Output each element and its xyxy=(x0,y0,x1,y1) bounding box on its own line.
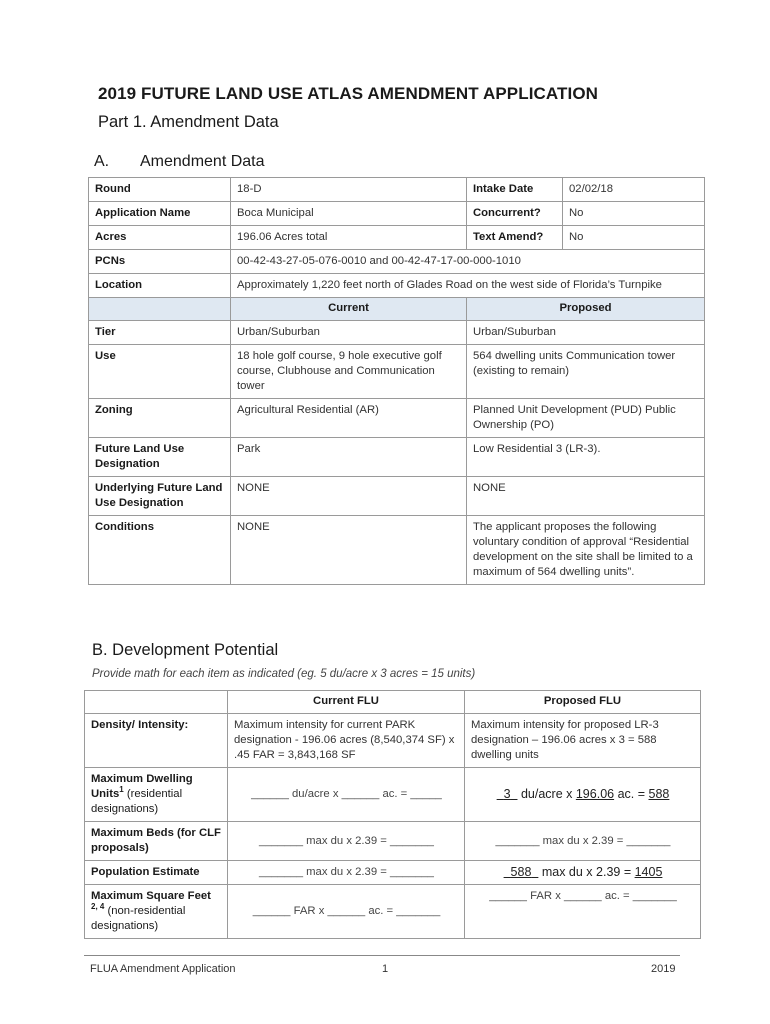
section-a-letter: A. xyxy=(94,153,110,170)
row-label: Future Land Use Designation xyxy=(89,438,231,477)
intake-date-label: Intake Date xyxy=(467,178,563,202)
row-label: Conditions xyxy=(89,516,231,585)
table-row xyxy=(89,438,705,477)
concurrent-label: Concurrent? xyxy=(467,202,563,226)
footer-divider xyxy=(84,955,680,956)
text-amend-value: No xyxy=(563,226,705,250)
empty-header-cell xyxy=(89,298,231,321)
table-row xyxy=(89,202,705,226)
section-b-instruction: Provide math for each item as indicated (eg. 5 du/acre x 3 acres = 15 units) xyxy=(92,668,476,680)
row-label: Tier xyxy=(89,321,231,345)
current-value: 18 hole golf course, 9 hole executive golf course, Clubhouse and Communication tower xyxy=(231,345,467,399)
max-du-current: ______ du/acre x ______ ac. = _____ xyxy=(228,768,465,822)
application-name-value: Boca Municipal xyxy=(231,202,467,226)
footnote-marker: 2, 4 xyxy=(91,902,105,912)
max-du-label-note: (residential designations) xyxy=(91,788,183,815)
table-row xyxy=(89,321,705,345)
round-label: Round xyxy=(89,178,231,202)
max-sf-label-note: (non-residential designations) xyxy=(91,905,186,932)
footer-title: FLUA Amendment Application xyxy=(90,963,236,975)
table-row xyxy=(85,768,701,822)
row-label: Underlying Future Land Use Designation xyxy=(89,477,231,516)
row-label: Use xyxy=(89,345,231,399)
dwelling-units-total: 588 xyxy=(648,787,670,801)
section-a-title: Amendment Data xyxy=(140,153,265,170)
part-title: Part 1. Amendment Data xyxy=(98,113,279,131)
empty-header-cell xyxy=(85,691,228,714)
text-amend-label: Text Amend? xyxy=(467,226,563,250)
population-current: _______ max du x 2.39 = _______ xyxy=(228,861,465,885)
acres-value: 196.06 Acres total xyxy=(231,226,467,250)
density-proposed: Maximum intensity for proposed LR-3 designation – 196.06 acres x 3 = 588 dwelling units xyxy=(465,714,701,768)
max-du-label-text: Maximum Dwelling Units xyxy=(91,773,193,800)
current-value: NONE xyxy=(231,477,467,516)
du-per-acre-value: 3 xyxy=(503,787,511,801)
table-row xyxy=(89,274,705,298)
location-label: Location xyxy=(89,274,231,298)
table-row xyxy=(89,250,705,274)
proposed-column-header: Proposed xyxy=(467,298,705,321)
max-square-feet-label xyxy=(85,885,228,939)
max-beds-label: Maximum Beds (for CLF proposals) xyxy=(85,822,228,861)
proposed-value: Low Residential 3 (LR-3). xyxy=(467,438,705,477)
table-row xyxy=(85,861,701,885)
application-name-label: Application Name xyxy=(89,202,231,226)
max-beds-proposed: _______ max du x 2.39 = _______ xyxy=(465,822,701,861)
row-label: Zoning xyxy=(89,399,231,438)
table-header-row xyxy=(89,298,705,321)
amendment-data-table xyxy=(88,177,705,585)
section-b-title: B. Development Potential xyxy=(92,641,279,659)
table-row xyxy=(89,399,705,438)
table-header-row xyxy=(85,691,701,714)
location-value: Approximately 1,220 feet north of Glades Road on the west side of Florida’s Turnpike xyxy=(231,274,705,298)
max-dwelling-units-label xyxy=(85,768,228,822)
population-proposed: 588 max du x 2.39 = 1405 xyxy=(465,861,701,885)
max-du-value: 588 xyxy=(510,865,532,879)
proposed-value: Planned Unit Development (PUD) Public Ownership (PO) xyxy=(467,399,705,438)
table-row xyxy=(85,714,701,768)
table-row xyxy=(89,516,705,585)
concurrent-value: No xyxy=(563,202,705,226)
current-column-header: Current xyxy=(231,298,467,321)
acres-label: Acres xyxy=(89,226,231,250)
development-potential-table xyxy=(84,690,701,939)
document-title: 2019 FUTURE LAND USE ATLAS AMENDMENT APPLICATION xyxy=(98,84,599,103)
proposed-value: The applicant proposes the following voluntary condition of approval “Residential development on the site shall be limited to a maximum of 564 dwelling units”. xyxy=(467,516,705,585)
density-current: Maximum intensity for current PARK designation - 196.06 acres (8,540,374 SF) x .45 FAR = 3,843,168 SF xyxy=(228,714,465,768)
proposed-value: Urban/Suburban xyxy=(467,321,705,345)
pcns-label: PCNs xyxy=(89,250,231,274)
footer-year: 2019 xyxy=(651,963,676,975)
density-label: Density/ Intensity: xyxy=(85,714,228,768)
table-row xyxy=(85,885,701,939)
footnote-marker: 1 xyxy=(119,785,124,795)
table-row xyxy=(89,345,705,399)
current-value: Agricultural Residential (AR) xyxy=(231,399,467,438)
round-value: 18-D xyxy=(231,178,467,202)
proposed-value: NONE xyxy=(467,477,705,516)
table-row xyxy=(89,477,705,516)
section-a-heading xyxy=(94,153,265,171)
current-flu-header: Current FLU xyxy=(228,691,465,714)
proposed-flu-header: Proposed FLU xyxy=(465,691,701,714)
intake-date-value: 02/02/18 xyxy=(563,178,705,202)
population-total: 1405 xyxy=(634,865,663,879)
current-value: NONE xyxy=(231,516,467,585)
page-number: 1 xyxy=(382,963,389,975)
max-sf-current: ______ FAR x ______ ac. = _______ xyxy=(228,885,465,939)
pcns-value: 00-42-43-27-05-076-0010 and 00-42-47-17-00-000-1010 xyxy=(231,250,705,274)
max-sf-label-text: Maximum Square Feet xyxy=(91,890,211,902)
max-du-proposed: 3 du/acre x 196.06 ac. = 588 xyxy=(465,768,701,822)
acres-value: 196.06 xyxy=(575,787,615,801)
current-value: Park xyxy=(231,438,467,477)
population-estimate-label: Population Estimate xyxy=(85,861,228,885)
max-sf-proposed: ______ FAR x ______ ac. = _______ xyxy=(465,885,701,939)
table-row xyxy=(89,226,705,250)
table-row xyxy=(89,178,705,202)
proposed-value: 564 dwelling units Communication tower (existing to remain) xyxy=(467,345,705,399)
table-row xyxy=(85,822,701,861)
max-beds-current: _______ max du x 2.39 = _______ xyxy=(228,822,465,861)
current-value: Urban/Suburban xyxy=(231,321,467,345)
